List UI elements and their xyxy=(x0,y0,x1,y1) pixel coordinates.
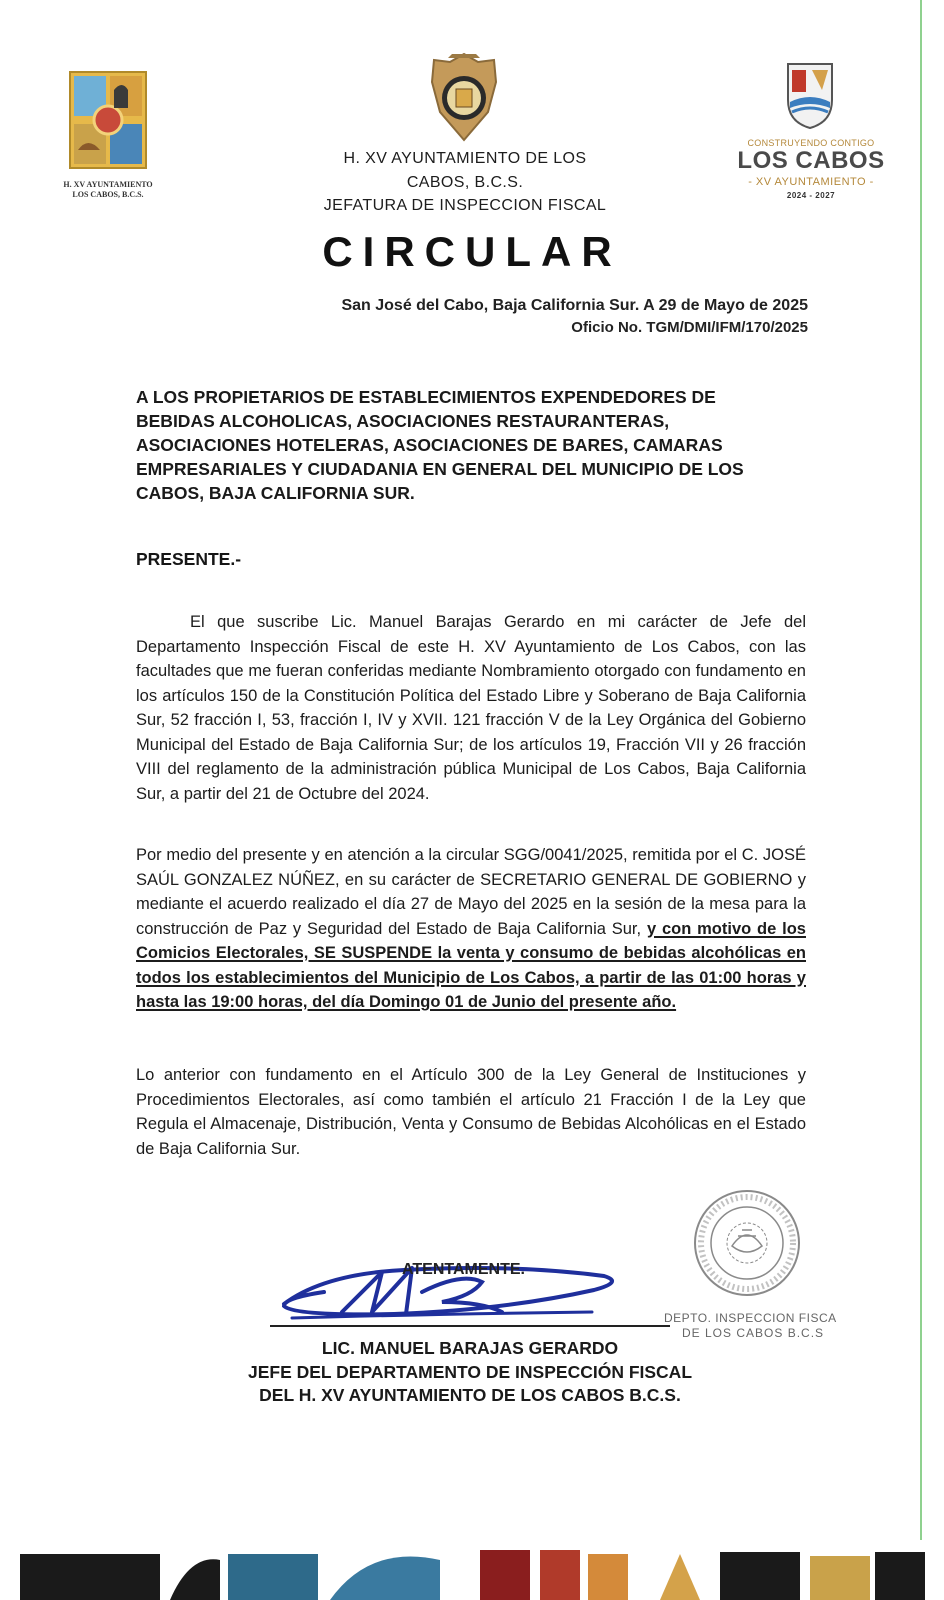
paragraph-2-intro: Por medio del presente y en atención a la circular SGG/0041/2025, remitida por el C. JOSÉ SAÚL GONZALEZ NÚÑEZ, en su carácter de SECRETARIO GENERAL DE GOBIERNO y mediante el acuerdo realizado el día 27 de Mayo del 2025 en la sesión de la mesa para la construcción de Paz y Seguridad del Estado de Baja California Sur, xyxy=(136,846,806,938)
body-paragraph-1: El que suscribe Lic. Manuel Barajas Gerardo en mi carácter de Jefe del Departamento Inspección Fiscal de este H. XV Ayuntamiento de Los Cabos, con las facultades que me fueran conferidas mediante Nombramiento otorgado con fundamento en los artículos 150 de la Constitución Política del Estado Libre y Soberano de Baja California Sur, 52 fracción I, 53, fracción I, IV y XVII. 121 fracción V de la Ley Orgánica del Gobierno Municipal del Estado de Baja California Sur; de los artículos 19, Fracción VII y 26 fracción VIII del reglamento de la administración pública Municipal de Los Cabos, Baja California Sur, a partir del 21 de Octubre del 2024. xyxy=(136,613,806,803)
logo-subtitle: - XV AYUNTAMIENTO - xyxy=(748,176,874,188)
body-paragraph-2 xyxy=(136,843,806,1015)
body-paragraph-3: Lo anterior con fundamento en el Artículo 300 de la Ley General de Instituciones y Procedimientos Electorales, así como también el artículo 21 Fracción I de la Ley que Regula el Almacenaje, Distribución, Venta y Consumo de Bebidas Alcohólicas en el Estado de Baja California Sur. xyxy=(136,1066,806,1158)
seal-caption-2: DE LOS CABOS B.C.S xyxy=(682,1326,825,1340)
header-line-3: JEFATURA DE INSPECCION FISCAL xyxy=(323,197,607,214)
signer-name: LIC. MANUEL BARAJAS GERARDO xyxy=(321,1338,619,1358)
oficio-number: Oficio No. TGM/DMI/IFM/170/2025 xyxy=(571,319,808,336)
greeting: PRESENTE.- xyxy=(136,549,242,569)
logo-tagline: CONSTRUYENDO CONTIGO xyxy=(747,138,875,148)
police-badge-icon xyxy=(428,52,500,144)
logo-name: LOS CABOS xyxy=(737,147,885,174)
footer-decoration xyxy=(0,1540,944,1600)
signer-organization: DEL H. XV AYUNTAMIENTO DE LOS CABOS B.C.S. xyxy=(259,1385,681,1405)
signer-title: JEFE DEL DEPARTAMENTO DE INSPECCIÓN FISCAL xyxy=(247,1362,693,1382)
signature-line xyxy=(270,1325,670,1327)
header-line-2: CABOS, B.C.S. xyxy=(406,174,524,191)
crest-caption: H. XV AYUNTAMIENTO LOS CABOS, B.C.S. xyxy=(63,180,153,199)
place-date: San José del Cabo, Baja California Sur. A 29 de Mayo de 2025 xyxy=(341,297,808,314)
addressee-block: A LOS PROPIETARIOS DE ESTABLECIMIENTOS EXPENDEDORES DE BEBIDAS ALCOHOLICAS, ASOCIACIONES RESTAURANTERAS, ASOCIACIONES HOTELERAS, ASOCIACIONES DE BARES, CAMARAS EMPRESARIALES Y CIUDADANIA EN GENERAL DEL MUNICIPIO DE LOS CABOS, BAJA CALIFORNIA SUR. xyxy=(136,387,744,503)
header-line-1: H. XV AYUNTAMIENTO DE LOS xyxy=(343,150,587,167)
official-seal-icon xyxy=(692,1188,802,1298)
suspension-notice: y con motivo de los Comicios Electorales, SE SUSPENDE la venta y consumo de bebidas alcohólicas en todos los establecimientos del Municipio de Los Cabos, a partir de las 01:00 horas y hasta las 19:00 horas, del día Domingo 01 de Junio del presente año. xyxy=(136,919,806,1011)
closing: ATENTAMENTE. xyxy=(402,1261,525,1278)
coat-of-arms-icon xyxy=(68,70,148,170)
los-cabos-logo-icon xyxy=(782,60,838,130)
document-title: CIRCULAR xyxy=(322,228,622,275)
seal-caption-1: DEPTO. INSPECCION FISCA xyxy=(664,1311,837,1325)
logo-years: 2024 - 2027 xyxy=(786,191,836,200)
